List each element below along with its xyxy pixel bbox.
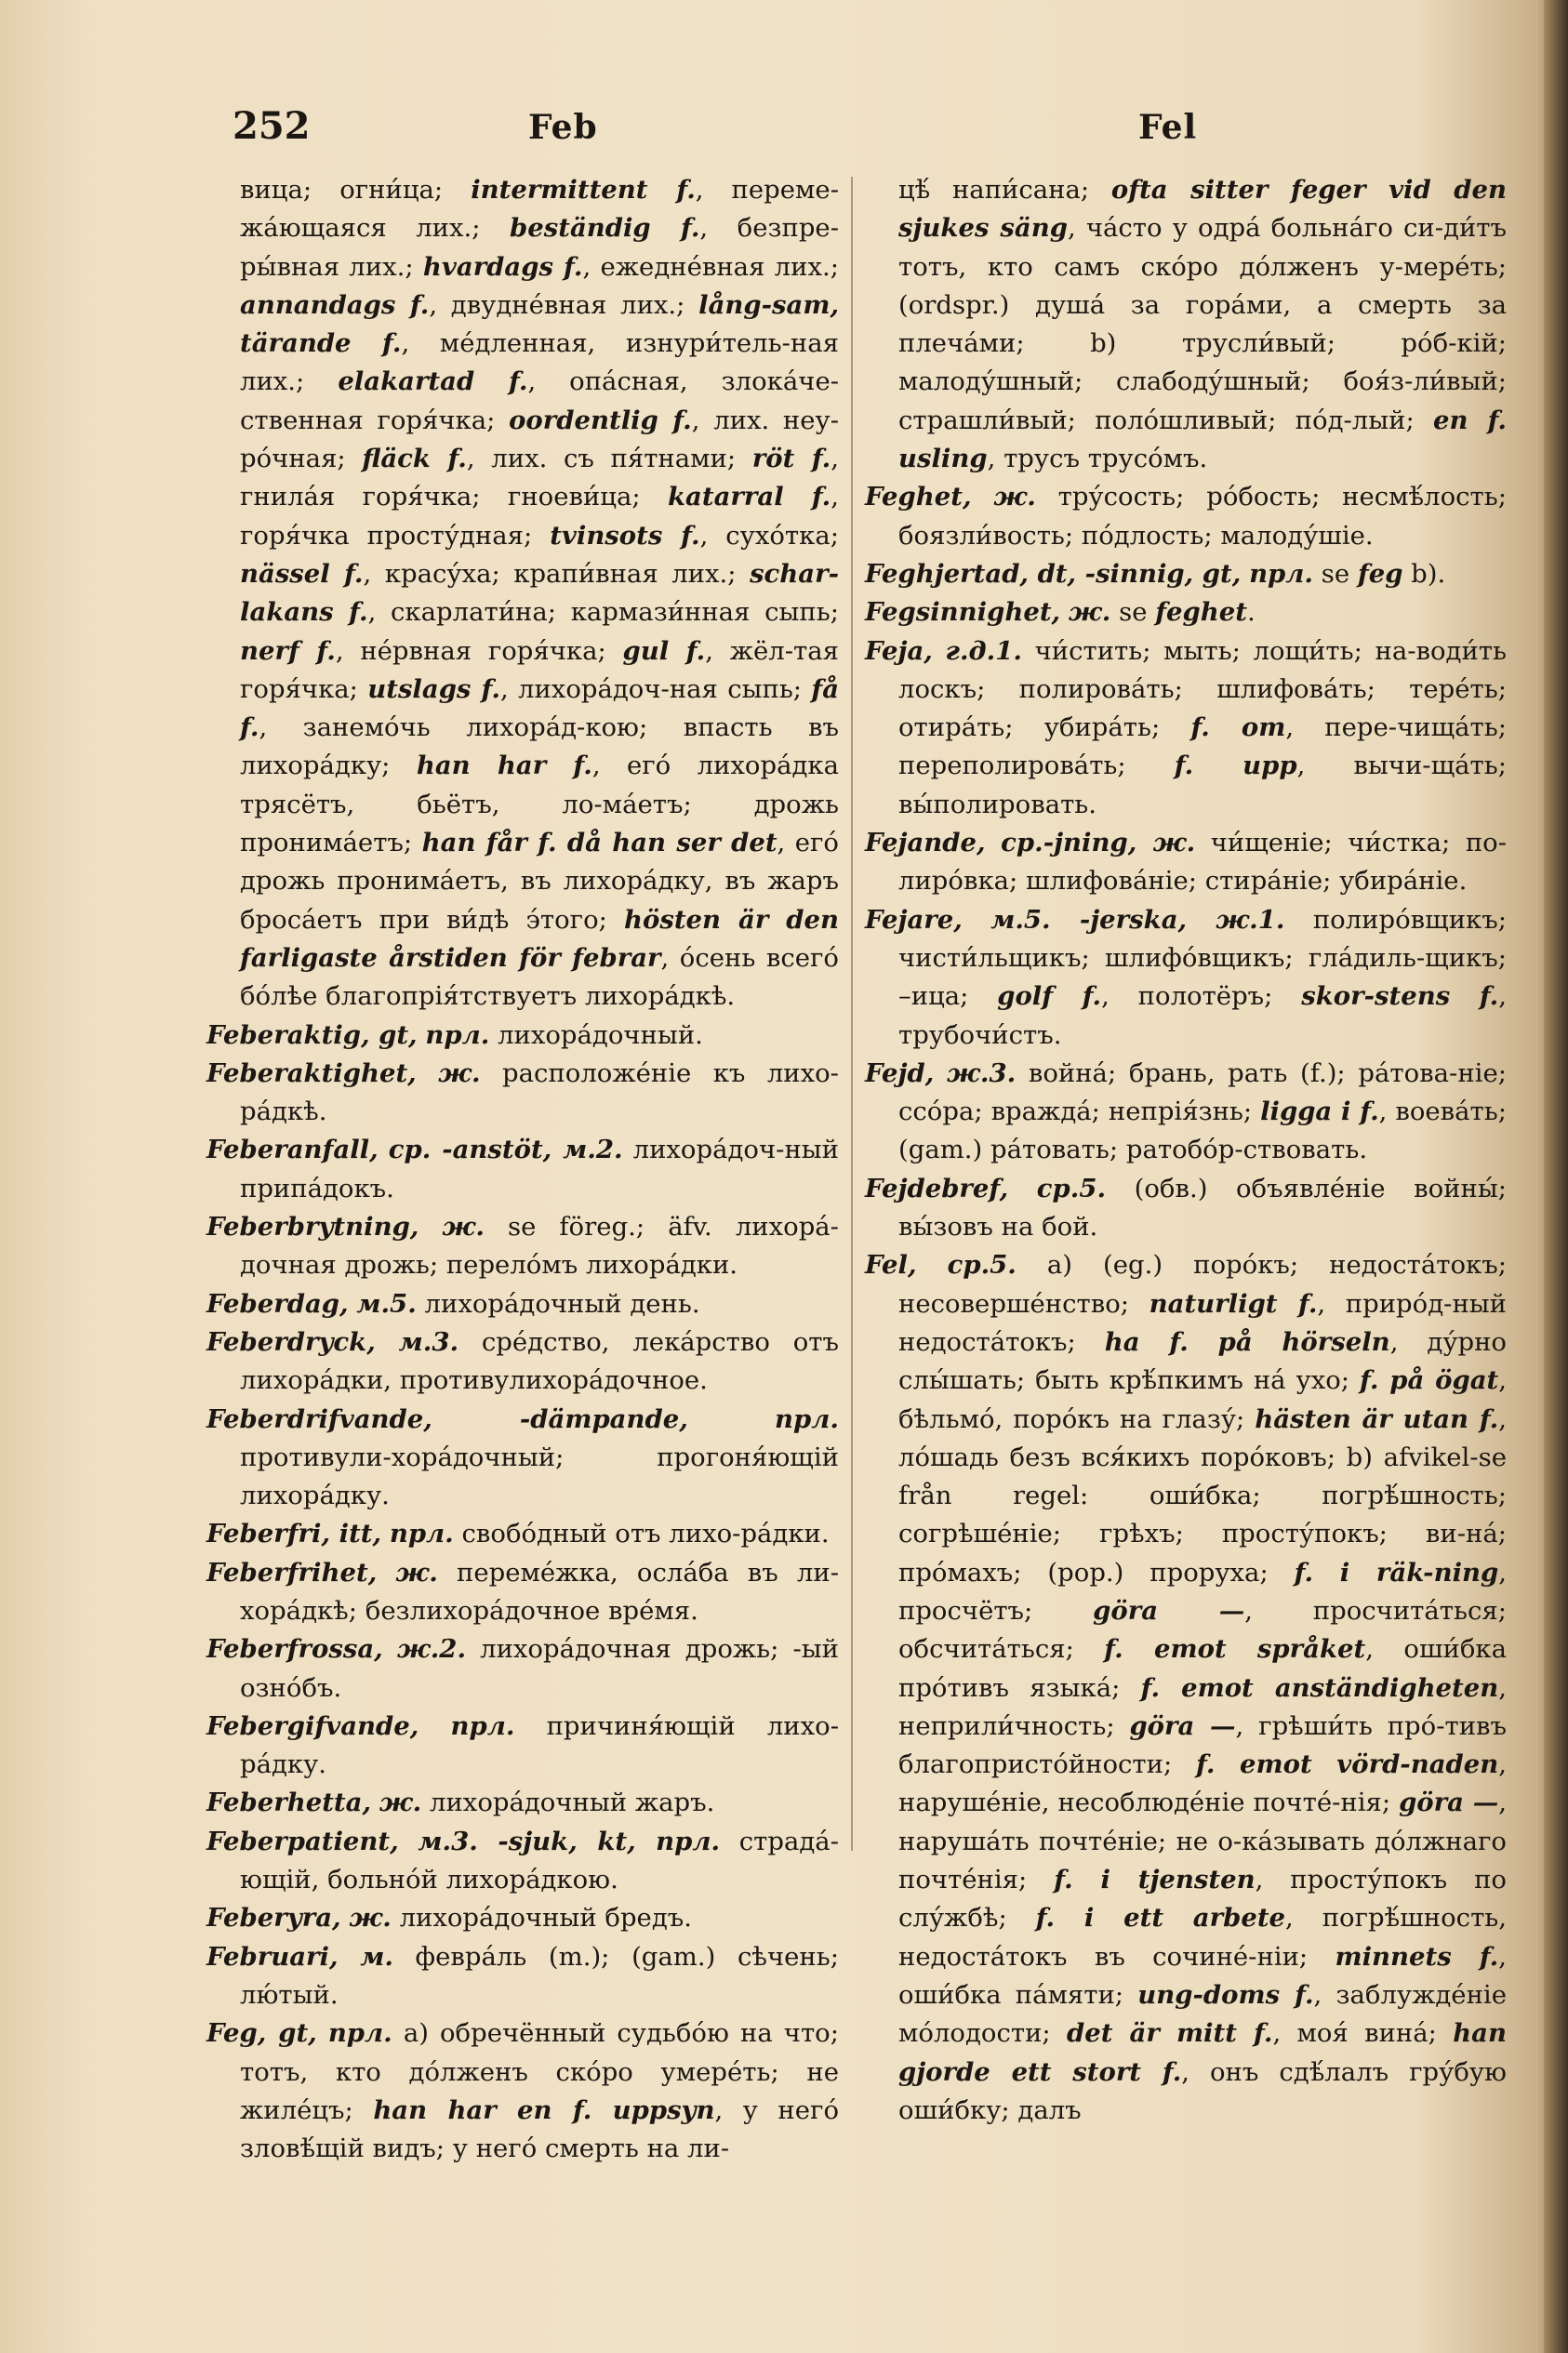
dictionary-entry: Fel, ср.5. a) (eg.) поро́къ; недоста́токъ; несоверше́нство; naturligt f., приро́д-ный недоста́токъ; ha f. på hörseln, ду́рно слы́шать; быть крѣ́пкимъ на́ ухо; f. på ögat, бѣльмо́, поро́къ на глазу́; hästen är utan f., ло́шадь безъ вся́кихъ поро́ковъ; b) afvikel-se från regel: оши́бка; погрѣ́шность; согрѣше́ніе; грѣхъ; просту́покъ; ви-на́; про́махъ; (pop.) проруха; f. i räk-ning, просчётъ; göra —, просчита́ться; обсчита́ться; f. emot språket, оши́бка про́тивъ языка́; f. emot anständigheten, неприли́чность; göra —, грѣши́ть про́-тивъ благопристо́йности; f. emot vörd-naden, наруше́ніе, несоблюде́ніе почте́-нія; göra —, наруша́ть почте́ніе; не о-ка́зывать до́лжнаго почте́нія; f. i tjensten, просту́покъ по слу́жбѣ; f. i ett arbete, погрѣ́шность, недоста́токъ въ сочине́-ніи; minnets f., оши́бка па́мяти; ung-doms f., заблужде́ніе мо́лодости; det är mitt f., моя́ вина́; han gjorde ett stort f., онъ сдѣ́лалъ гру́бую оши́бку; далъ: [865, 1250, 1508, 2125]
dictionary-entry: Feberbrytning, ж. se föreg.; äfv. лихора́-дочная дрожь; перело́мъ лихора́дки.: [206, 1212, 839, 1281]
dictionary-entry: Fegsinnighet, ж. se feghet.: [865, 597, 1256, 628]
column-divider: [851, 177, 853, 1851]
page-header: [233, 104, 1503, 160]
dictionary-entry: Feghet, ж. тру́сость; ро́бость; несмѣ́лость; боязли́вость; по́длость; малоду́шіе.: [865, 482, 1508, 551]
guide-word-left: Feb: [528, 108, 598, 147]
dictionary-entry: Feberdrifvande, -dämpande, прл. противули-хора́дочный; прогоня́ющій лихора́дку.: [206, 1403, 839, 1511]
dictionary-entry: Feberaktig, gt, прл. лихора́дочный.: [206, 1019, 703, 1050]
continued-entry: цѣ́ напи́сана; ofta sitter feger vid den sjukes säng, ча́сто у одра́ больна́го си-ди́тъ тотъ, кто самъ ско́ро до́лженъ у-мере́ть; (ordspr.) душа́ за гора́ми, а смерть за плеча́ми; b) трусли́вый; ро́б-кій; малоду́шный; слабоду́шный; боя́з-ли́вый; страшли́вый; поло́шливый; по́д-лый; en f. usling, трусъ трусо́мъ.: [898, 175, 1507, 474]
dictionary-entry: Feghjertad, dt, -sinnig, gt, прл. se feg b).: [865, 558, 1446, 589]
dictionary-entry: Feberdryck, м.3. сре́дство, лека́рство отъ лихора́дки, противулихора́дочное.: [206, 1326, 839, 1396]
dictionary-entry: Febergifvande, прл. причиня́ющій лихо-ра́дку.: [206, 1710, 839, 1780]
dictionary-entry: Feg, gt, прл. a) обречённый судьбо́ю на что; тотъ, кто до́лженъ ско́ро умере́ть; не жиле́цъ; han har en f. uppsyn, у него́ зловѣ́щій видъ; у него́ смерть на ли-: [206, 2018, 840, 2164]
dictionary-entry: Feberanfall, ср. -anstöt, м.2. лихора́доч-ный припа́докъ.: [206, 1135, 839, 1203]
right-column: [865, 171, 1507, 2130]
dictionary-entry: Feberhetta, ж. лихора́дочный жаръ.: [206, 1788, 715, 1818]
dictionary-entry: Feberpatient, м.3. -sjuk, kt, прл. страда́-ющій, больно́й лихора́дкою.: [206, 1826, 839, 1895]
dictionary-entry: Feberfrihet, ж. переме́жка, осла́ба въ ли-хора́дкѣ; безлихора́дочное вре́мя.: [206, 1557, 840, 1626]
dictionary-entry: Feberfri, itt, прл. свобо́дный отъ лихо-ра́дки.: [206, 1519, 830, 1549]
dictionary-entry: Feja, г.д.1. чи́стить; мыть; лощи́ть; на-води́ть лоскъ; полирова́ть; шлифова́ть; тере́ть; отира́ть; убира́ть; f. om, пере-чища́ть; переполирова́ть; f. upp, вычи-ща́ть; вы́полировать.: [865, 635, 1507, 819]
dictionary-entry: Fejare, м.5. -jerska, ж.1. полиро́вщикъ; чисти́льщикъ; шлифо́вщикъ; гла́диль-щикъ; –ица; golf f., полотёръ; skor-stens f., трубочи́стъ.: [865, 904, 1507, 1050]
dictionary-entry: Feberdag, м.5. лихора́дочный день.: [206, 1288, 700, 1319]
dictionary-entry: Februari, м. февра́ль (m.); (gam.) сѣчень; лю́тый.: [206, 1941, 839, 2010]
dictionary-entry: Fejande, ср.-jning, ж. чи́щеніе; чи́стка; по-лиро́вка; шлифова́ніе; стира́ніе; убира́ніе.: [865, 828, 1508, 897]
dictionary-entry: Feberyra, ж. лихора́дочный бредъ.: [206, 1903, 692, 1934]
page-edge-shadow: [1544, 0, 1568, 2353]
continued-entry: вица; огни́ца; intermittent f., переме-жа́ющаяся лих.; beständig f., безпре-ры́вная лих.; hvardags f., ежедне́вная лих.; annandags f., двудне́вная лих.; lång-sam, tärande f., ме́дленная, изнури́тель-ная лих.; elakartad f., опа́сная, злока́че-ственная горя́чка; oordentlig f., лих. неу-ро́чная; fläck f., лих. съ пя́тнами; röt f., гнила́я горя́чка; гноеви́ца; katarral f., горя́чка просту́дная; tvinsots f., сухо́тка; nässel f., красу́ха; крапи́вная лих.; schar-lakans f., скарлати́на; кармази́нная сыпь; nerf f., не́рвная горя́чка; gul f., жёл-тая горя́чка; utslags f., лихора́доч-ная сыпь; få f., занемо́чь лихора́д-кою; впасть въ лихора́дку; han har f., его́ лихора́дка трясётъ, бьётъ, ло-ма́етъ; дрожь пронима́етъ; han får f. då han ser det, его́ дрожь пронима́етъ, въ лихора́дку, въ жаръ броса́етъ при ви́дѣ э́того; hösten är den farligaste årstiden för febrar, о́сень всего́ бо́лѣе благопрія́тствуетъ лихора́дкѣ.: [240, 175, 840, 1012]
dictionary-entry: Feberfrossa, ж.2. лихора́дочная дрожь; -ый озно́бъ.: [206, 1634, 839, 1703]
dictionary-entry: Fejdebref, ср.5. (обв.) объявле́ніе войны́; вы́зовъ на бой.: [865, 1173, 1507, 1243]
left-column: [206, 171, 839, 2168]
page-number: 252: [233, 104, 311, 148]
guide-word-right: Fel: [1138, 108, 1198, 147]
dictionary-entry: Feberaktighet, ж. расположе́ніе къ лихо-ра́дкѣ.: [206, 1057, 839, 1127]
dictionary-entry: Fejd, ж.3. война́; брань, рать (f.); ра́това-ніе; ссо́ра; вражда́; непрія́знь; ligga i f., воева́ть; (gam.) ра́товать; ратобо́р-ствовать.: [865, 1057, 1507, 1165]
